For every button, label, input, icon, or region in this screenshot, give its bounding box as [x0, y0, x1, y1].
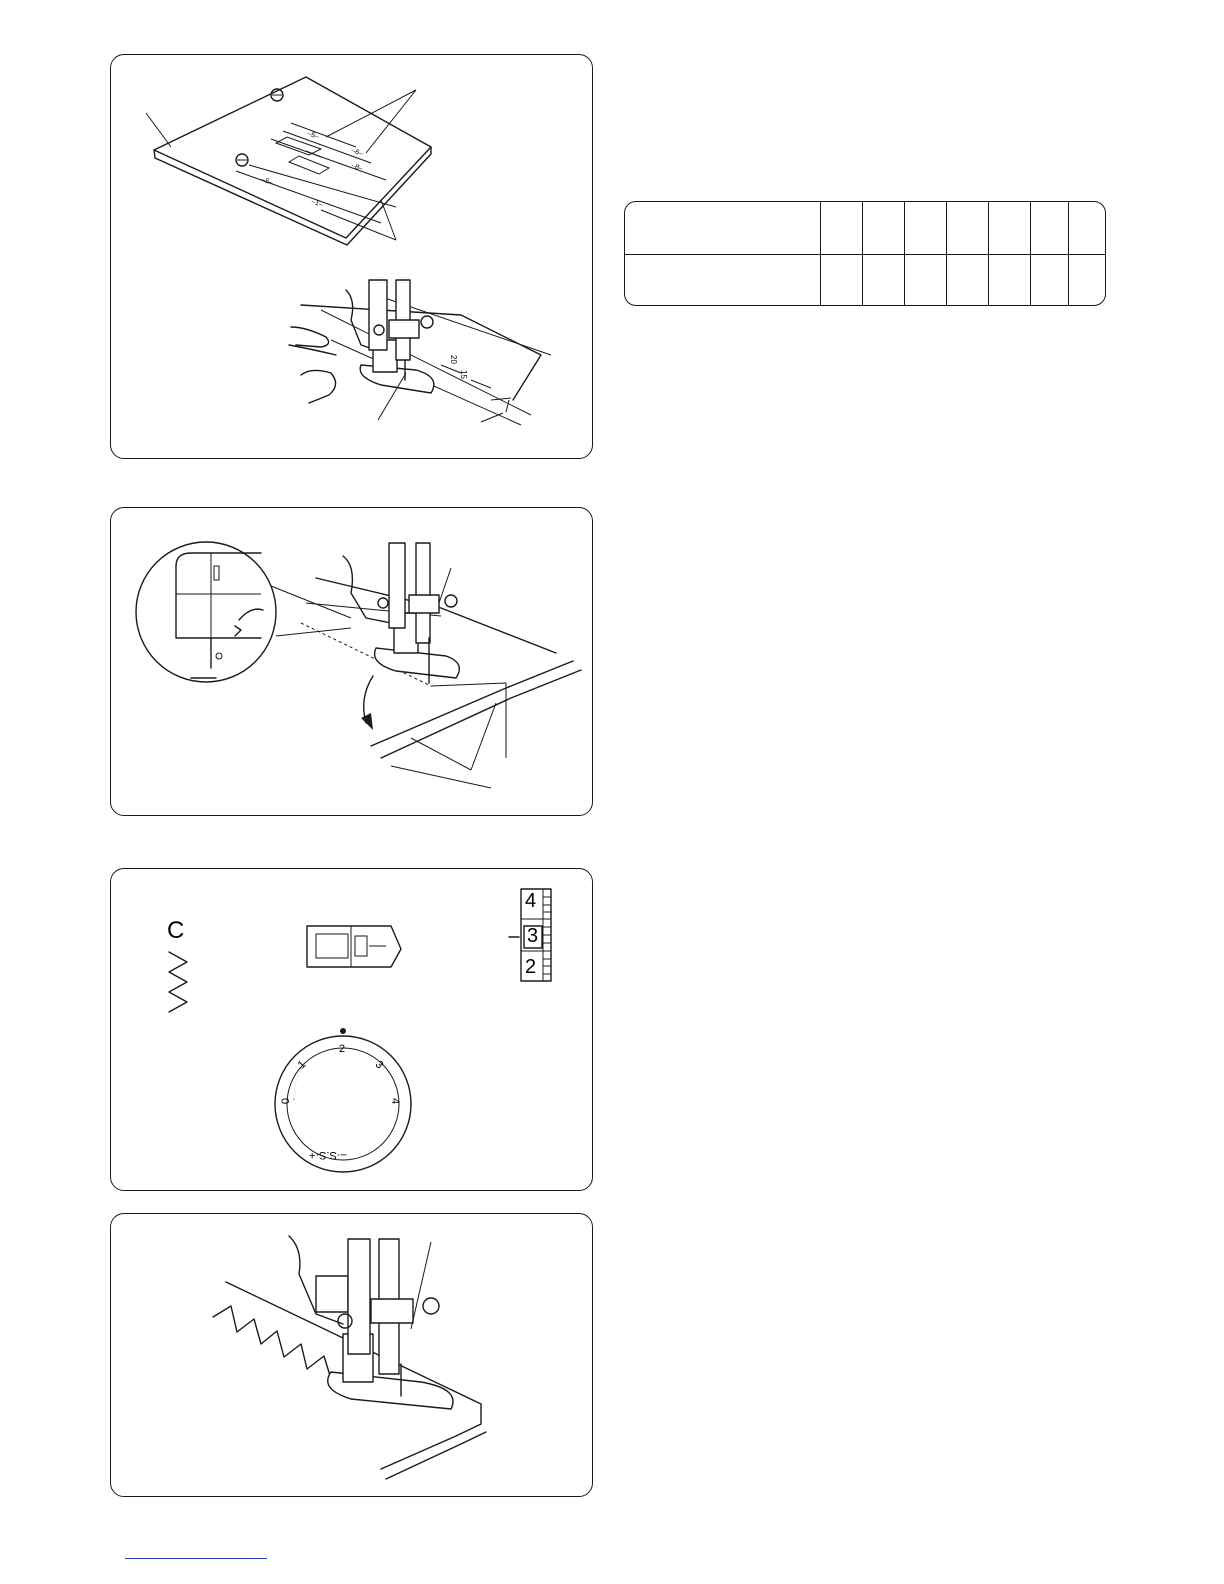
- svg-text:–8–: –8–: [350, 162, 364, 173]
- needle-plate-illustration: [111, 55, 593, 459]
- svg-text:15: 15: [459, 370, 468, 379]
- table-cell: [1030, 202, 1069, 254]
- table-row: [625, 255, 1105, 306]
- tension-number-2: 2: [525, 956, 537, 978]
- table-row: [625, 202, 1105, 255]
- dial-ss-label: –·S.S·+: [309, 1149, 347, 1161]
- table-cell: [862, 255, 905, 306]
- zigzag-sewing-illustration: [111, 1214, 593, 1497]
- presser-foot-icon: [307, 926, 401, 967]
- table-cell: [946, 202, 989, 254]
- panel-zigzag-sewing: [110, 1213, 593, 1497]
- settings-table: [624, 201, 1106, 306]
- table-cell: [988, 202, 1031, 254]
- table-cell: [862, 202, 905, 254]
- table-cell: [988, 255, 1031, 306]
- pattern-letter: C: [167, 917, 185, 944]
- dial-number-1: 1: [295, 1058, 309, 1072]
- svg-text:–1–: –1–: [310, 198, 324, 209]
- svg-text:–5–: –5–: [306, 130, 320, 141]
- zigzag-stitch-icon: [169, 952, 187, 1012]
- dial-number-0: 0: [280, 1097, 293, 1105]
- table-cell: [1030, 255, 1069, 306]
- panel-turning-corner: [110, 507, 593, 816]
- dial-number-4: 4: [389, 1097, 402, 1105]
- svg-text:20: 20: [449, 355, 458, 364]
- corner-illustration: [111, 508, 593, 816]
- dial-number-3: 3: [372, 1058, 386, 1072]
- stitch-settings-illustration: [111, 869, 593, 1191]
- table-cell: [820, 202, 863, 254]
- table-cell: [946, 255, 989, 306]
- svg-text:–5–: –5–: [260, 176, 274, 187]
- svg-text:–6–: –6–: [350, 147, 364, 158]
- table-cell: [1068, 202, 1106, 254]
- footer-rule: [125, 1558, 267, 1559]
- zigzag-seam: [213, 1306, 331, 1379]
- table-cell: [820, 255, 863, 306]
- tension-number-4: 4: [525, 890, 537, 912]
- tension-number-3: 3: [527, 925, 539, 947]
- table-cell: [904, 255, 947, 306]
- panel-stitch-settings: [110, 868, 593, 1191]
- table-cell: [904, 202, 947, 254]
- dial-number-2: 2: [339, 1043, 346, 1055]
- table-cell: [1068, 255, 1106, 306]
- panel-needle-plate: [110, 54, 593, 459]
